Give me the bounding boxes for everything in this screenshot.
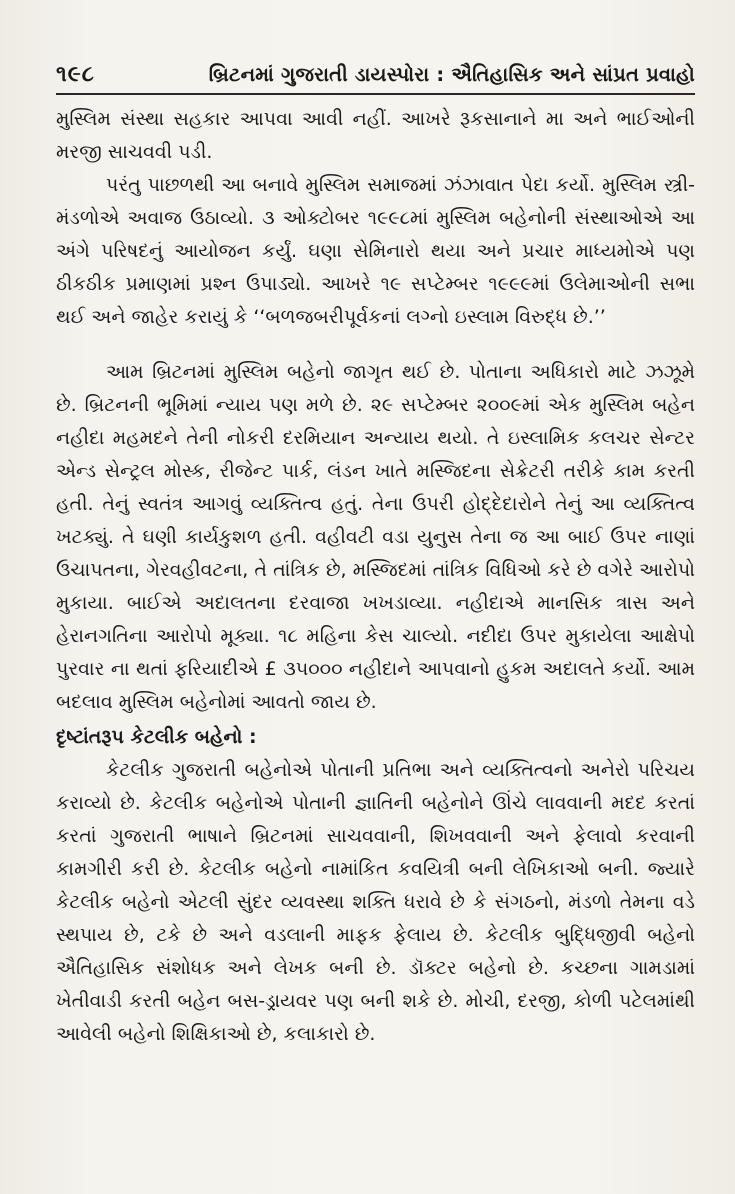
running-header [56, 62, 695, 95]
section-subheading: દૃષ્ટાંતરૂપ કેટલીક બહેનો : [56, 726, 257, 748]
paragraph: આમ બ્રિટનમાં મુસ્લિમ બહેનો જાગૃત થઈ છે. પોતાના અધિકારો માટે ઝઝૂમે છે. બ્રિટનની ભૂમિમાં ન્યાય પણ મળે છે. ૨૯ સપ્ટેમ્બર ૨૦૦૯માં એક મુસ્લિમ બહેન નહીદા મહમદને તેની નોકરી દરમિયાન અન્યાય થયો. તે ઇસ્લામિક કલચર સેન્ટર એન્ડ સેન્ટ્રલ મોસ્ક, રીજેન્ટ પાર્ક, લંડન ખાતે મસ્જિદના સેક્રેટરી તરીકે કામ કરતી હતી. તેનું સ્વતંત્ર આગવું વ્યક્તિત્વ હતું. તેના ઉપરી હોદ્દેદારોને તેનું આ વ્યક્તિત્વ ખટક્યું. તે ઘણી કાર્યકુશળ હતી. વહીવટી વડા યુનુસ તેના જ આ બાઈ ઉપર નાણાં ઉચાપતના, ગેરવહીવટના, તે તાંત્રિક છે, મસ્જિદમાં તાંત્રિક વિધિઓ કરે છે વગેરે આરોપો મુકાયા. બાઈએ અદાલતના દરવાજા ખખડાવ્યા. નહીદાએ માનસિક ત્રાસ અને હેરાનગતિના આરોપો મૂક્યા. ૧૮ મહિના કેસ ચાલ્યો. નદીદા ઉપર મુકાયેલા આક્ષેપો પુરવાર ના થતાં ફરિયાદીએ £ ૩૫૦૦૦ નહીદાને આપવાનો હુકમ અદાલતે કર્યો. આમ બદલાવ મુસ્લિમ બહેનોમાં આવતો જાય છે. [56, 361, 695, 713]
paragraph: પરંતુ પાછળથી આ બનાવે મુસ્લિમ સમાજમાં ઝંઝાવાત પેદા કર્યો. મુસ્લિમ સ્ત્રી-મંડળોએ અવાજ ઉઠાવ્યો. ૩ ઓક્ટોબર ૧૯૯૮માં મુસ્લિમ બહેનોની સંસ્થાઓએ આ અંગે પરિષદનું આયોજન કર્યું. ઘણા સેમિનારો થયા અને પ્રચાર માધ્યમોએ પણ ઠીકઠીક પ્રમાણમાં પ્રશ્ન ઉપાડ્યો. આખરે ૧૯ સપ્ટેમ્બર ૧૯૯૯માં ઉલેમાઓની સભા થઈ અને જાહેર કરાયું કે ‘‘બળજબરીપૂર્વકનાં લગ્નો ઇસ્લામ વિરુદ્ધ છે.’’ [56, 174, 695, 328]
body-text [56, 103, 695, 1051]
paragraph: કેટલીક ગુજરાતી બહેનોએ પોતાની પ્રતિભા અને વ્યક્તિત્વનો અનેરો પરિચય કરાવ્યો છે. કેટલીક બહેનોએ પોતાની જ્ઞાતિની બહેનોને ઊંચે લાવવાની મદદ કરતાં કરતાં ગુજરાતી ભાષાને બ્રિટનમાં સાચવવાની, શિખવવાની અને ફેલાવો કરવાની કામગીરી કરી છે. કેટલીક બહેનો નામાંકિત કવયિત્રી બની લેખિકાઓ બની. જ્યારે કેટલીક બહેનો એટલી સુંદર વ્યવસ્થા શક્તિ ધરાવે છે કે સંગઠનો, મંડળો તેમના વડે સ્થપાય છે, ટકે છે અને વડલાની માફક ફેલાય છે. કેટલીક બુદ્ધિજીવી બહેનો ઐતિહાસિક સંશોધક અને લેખક બની છે. ડૉક્ટર બહેનો છે. કચ્છના ગામડામાં ખેતીવાડી કરતી બહેન બસ-ડ્રાયવર પણ બની શકે છે. મોચી, દરજી, કોળી પટેલમાંથી આવેલી બહેનો શિક્ષિકાઓ છે, કલાકારો છે. [56, 759, 695, 1045]
paragraph-continued: મુસ્લિમ સંસ્થા સહકાર આપવા આવી નહીં. આખરે રૂકસાનાને મા અને ભાઈઓની મરજી સાચવવી પડી. [56, 108, 695, 163]
page-number: ૧૯૮ [56, 62, 95, 87]
running-title: બ્રિટનમાં ગુજરાતી ડાયસ્પોરા : ઐતિહાસિક અને સાંપ્રત પ્રવાહો [208, 63, 695, 86]
